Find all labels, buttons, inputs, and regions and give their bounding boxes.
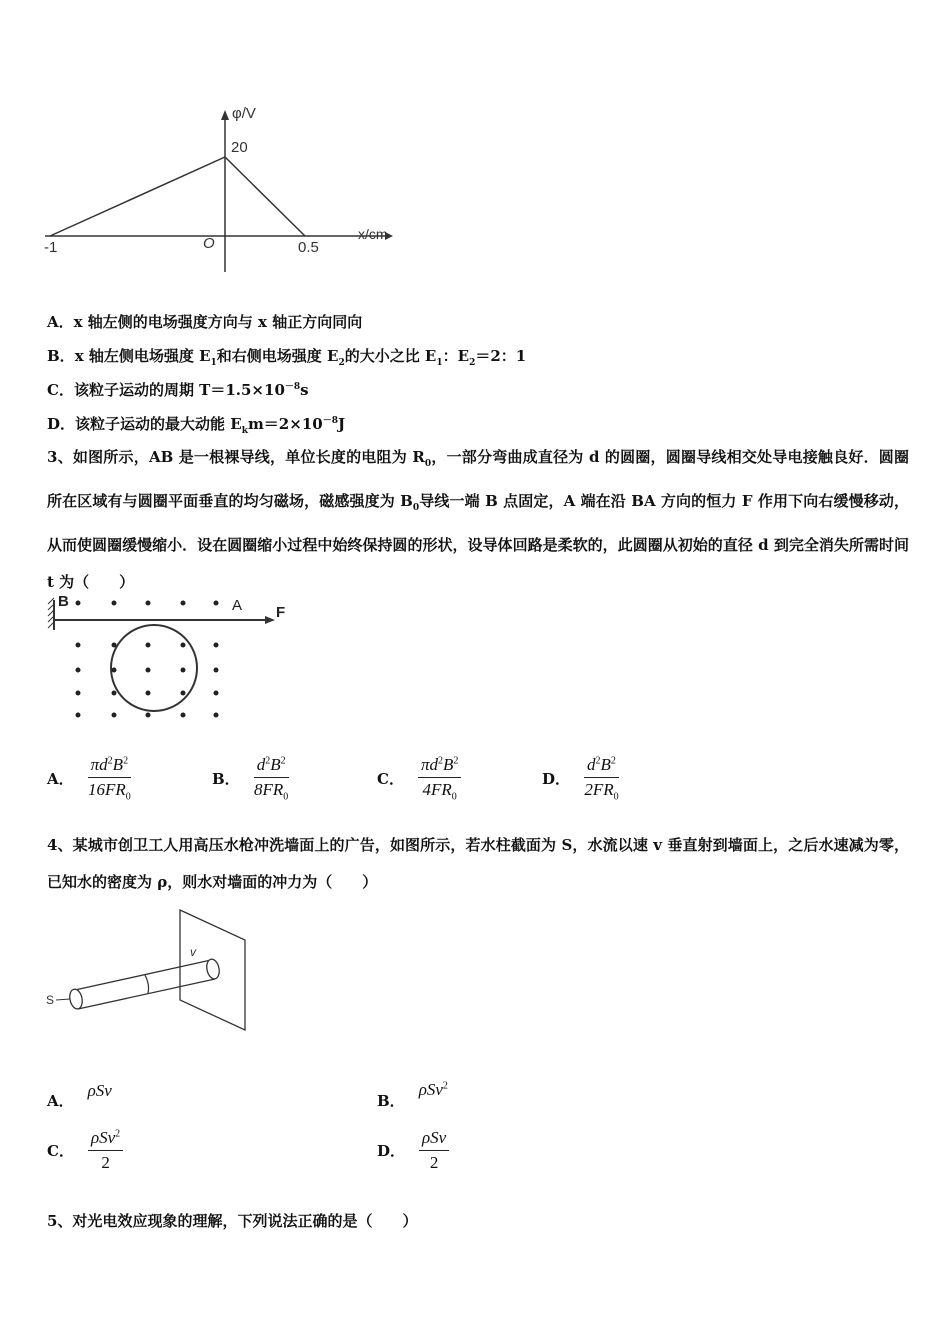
- q3-option-b: [212, 755, 289, 802]
- option-label: B．: [212, 770, 240, 789]
- pipe-segment-mark: [145, 975, 149, 993]
- superscript: 2: [280, 755, 286, 767]
- q2-option-c: [47, 379, 309, 400]
- num-text: d: [256, 755, 266, 774]
- q3-text-part: 3、如图所示，AB 是一根裸导线，单位长度的电阻为 R: [47, 448, 425, 466]
- denominator: [254, 778, 288, 802]
- option-label: C．: [47, 381, 74, 399]
- y-axis-arrow: [221, 110, 229, 120]
- num-text: πd: [90, 755, 108, 774]
- num-text: B: [442, 755, 454, 774]
- option-text: 该粒子运动的周期 T＝1.5×10: [73, 381, 285, 399]
- subscript: k: [241, 426, 248, 436]
- q2-option-a: [47, 311, 362, 332]
- fraction: [88, 1128, 123, 1173]
- numerator: [88, 755, 131, 778]
- superscript: 2: [107, 755, 113, 767]
- numerator: [254, 755, 289, 778]
- option-label: D．: [47, 415, 76, 433]
- num-text: B: [112, 755, 124, 774]
- q3-option-a: [47, 755, 131, 802]
- option-text: x 轴左侧电场强度 E: [74, 347, 211, 365]
- subscript: 0: [451, 791, 457, 803]
- superscript: 2: [437, 755, 443, 767]
- fraction: [418, 755, 461, 802]
- label-f: F: [276, 604, 286, 621]
- superscript: 2: [595, 755, 601, 767]
- denominator: [88, 778, 131, 802]
- den-text: 16FR: [87, 780, 126, 799]
- superscript: 2: [115, 1128, 121, 1140]
- q4-option-c: [47, 1128, 123, 1173]
- superscript: 2: [265, 755, 271, 767]
- denominator: 2: [429, 1153, 439, 1172]
- q4-option-a: [47, 1070, 112, 1111]
- option-text: x 轴左侧的电场强度方向与 x 轴正方向同向: [73, 313, 363, 331]
- numerator: [418, 755, 461, 778]
- den-text: 8FR: [253, 780, 284, 799]
- question-4-text: 4、某城市创卫工人用高压水枪冲洗墙面上的广告，如图所示，若水柱截面为 S，水流以速 v 垂直射到墙面上，之后水速减为零，已知水的密度为 ρ，则水对墙面的冲力为（ ）: [47, 836, 909, 891]
- option-label: B．: [377, 1092, 405, 1110]
- option-expression: ρSv: [87, 1080, 112, 1100]
- water-gun-figure: [40, 905, 270, 1035]
- num-text: B: [600, 755, 611, 774]
- q3-option-d: [542, 755, 619, 802]
- subscript: 1: [436, 358, 443, 368]
- expr-text: ρSv: [418, 1079, 443, 1099]
- fraction: [88, 755, 131, 802]
- q3-option-c: [377, 755, 461, 802]
- option-text: m＝2×10: [247, 415, 323, 433]
- den-text: 4FR: [422, 780, 452, 799]
- subscript: 2: [338, 358, 345, 368]
- option-text: J: [337, 415, 346, 433]
- fraction: [254, 755, 289, 802]
- pipe-front-end: [68, 988, 84, 1010]
- y-axis-label: φ/V: [232, 105, 256, 122]
- num-text: B: [270, 755, 281, 774]
- label-a: A: [232, 597, 243, 614]
- option-label: A．: [47, 770, 74, 789]
- fraction: [419, 1128, 449, 1173]
- right-tick-label: 0.5: [298, 239, 319, 256]
- option-text: 和右侧电场强度 E: [216, 347, 339, 365]
- option-expression: [419, 1080, 448, 1100]
- subscript: 0: [412, 503, 420, 513]
- subscript: 2: [469, 358, 476, 368]
- den-text: 2FR: [584, 780, 614, 799]
- option-label: D．: [377, 1142, 406, 1160]
- superscript: －8: [322, 416, 338, 426]
- q2-option-b: [47, 345, 526, 368]
- q3-text-part: 导线一端 B 点固定，A 端在沿 BA 方向的恒力 F 作用下向右缓慢移动，从而使圆圈缓慢缩小．设在圆圈缩小过程中始终保持圆的形状，设导体回路是柔软的，此圆圈从初始的直径 d 到完全消失所需时间 t 为（ ）: [47, 492, 909, 591]
- option-text: ：E: [442, 347, 470, 365]
- superscript: －8: [284, 382, 301, 392]
- label-b: B: [58, 593, 69, 610]
- option-label: B．: [47, 347, 75, 365]
- superscript: 2: [442, 1079, 448, 1091]
- option-label: D．: [542, 770, 571, 789]
- option-text: 的大小之比 E: [344, 347, 437, 365]
- q4-option-b: [377, 1068, 448, 1111]
- fraction: [584, 755, 619, 802]
- numerator: [584, 755, 619, 778]
- subscript: 0: [424, 459, 432, 469]
- option-text: s: [300, 381, 309, 399]
- question-3-text: [47, 439, 909, 601]
- subscript: 1: [210, 358, 217, 368]
- subscript: 0: [125, 791, 131, 803]
- label-s: S: [46, 993, 55, 1007]
- origin-label: O: [203, 235, 215, 252]
- label-v: v: [190, 945, 196, 959]
- left-tick-label: -1: [44, 239, 58, 256]
- numerator: ρSv: [419, 1128, 449, 1151]
- s-pointer: [56, 999, 70, 1000]
- superscript: 2: [610, 755, 616, 767]
- option-label: A．: [47, 1092, 74, 1110]
- option-label: C．: [47, 1142, 74, 1160]
- force-arrow: [265, 616, 275, 624]
- num-text: ρSv: [90, 1128, 116, 1147]
- q2-option-d: [47, 413, 345, 436]
- peak-label: 20: [231, 139, 248, 156]
- numerator: [88, 1128, 123, 1151]
- num-text: πd: [420, 755, 438, 774]
- q4-option-d: [377, 1128, 449, 1173]
- x-axis-label: x/cm: [358, 226, 388, 242]
- subscript: 0: [283, 791, 289, 803]
- question-5-text: 5、对光电效应现象的理解，下列说法正确的是（ ）: [47, 1212, 418, 1230]
- option-text: ＝2：1: [475, 347, 527, 365]
- option-label: C．: [377, 770, 404, 789]
- denominator: [423, 778, 457, 802]
- option-label: A．: [47, 313, 74, 331]
- superscript: 2: [453, 755, 459, 767]
- potential-curve: [50, 157, 305, 236]
- subscript: 0: [613, 791, 619, 803]
- denominator: 2: [101, 1153, 110, 1172]
- denominator: [584, 778, 618, 802]
- q3-text-part: ，一部分弯曲成直径为 d 的圆圈，圆圈导线相交处导电接触良好．圆圈所在区域有与圆圈平面垂直的均匀磁场，磁感强度为 B: [47, 448, 910, 510]
- wire-loop-figure: [40, 590, 300, 730]
- num-text: d: [587, 755, 596, 774]
- option-text: 该粒子运动的最大动能 E: [75, 415, 242, 433]
- superscript: 2: [123, 755, 129, 767]
- potential-graph: [40, 100, 400, 280]
